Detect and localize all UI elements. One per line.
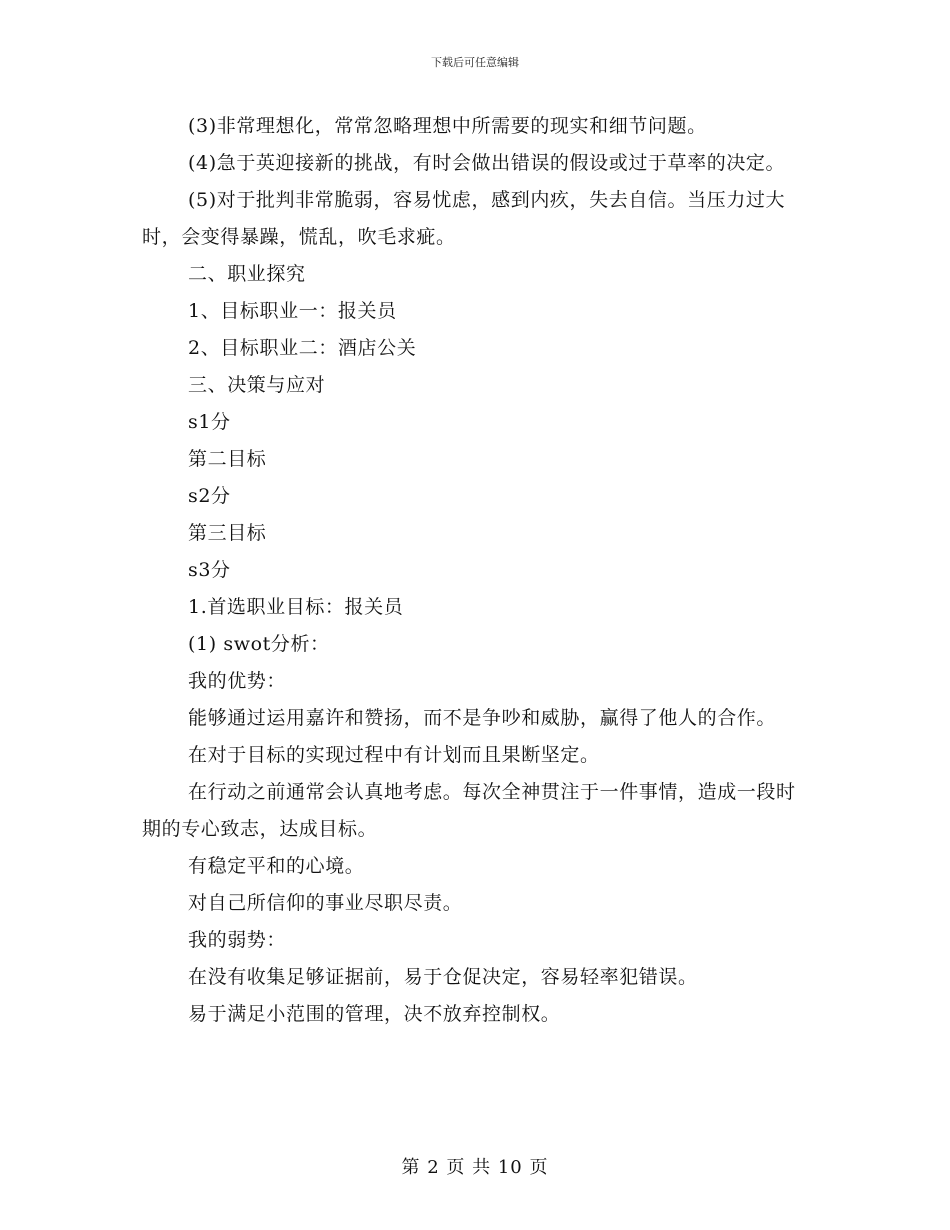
paragraph: 第三目标: [188, 522, 267, 544]
paragraph: 第二目标: [188, 448, 267, 470]
paragraph: (5)对于批判非常脆弱，容易忧虑，感到内疚，失去自信。当压力过大时，会变得暴躁，慌乱，吹毛求疵。: [142, 189, 786, 248]
paragraph: 易于满足小范围的管理，决不放弃控制权。: [188, 1003, 561, 1025]
paragraph: 2、目标职业二：酒店公关: [188, 337, 417, 359]
paragraph: (1) swot分析：: [188, 633, 330, 655]
section-heading: 二、职业探究: [188, 263, 306, 285]
document-body: [142, 108, 808, 1033]
paragraph: (3)非常理想化，常常忽略理想中所需要的现实和细节问题。: [188, 115, 707, 137]
paragraph: s2分: [188, 485, 231, 507]
page-footer: 第 2 页 共 10 页: [401, 1157, 549, 1178]
paragraph: 1、目标职业一：报关员: [188, 300, 397, 322]
paragraph: 在行动之前通常会认真地考虑。每次全神贯注于一件事情，造成一段时期的专心致志，达成目标。: [142, 781, 796, 840]
paragraph: 能够通过运用嘉许和赞扬，而不是争吵和威胁，赢得了他人的合作。: [188, 707, 777, 729]
paragraph: 我的弱势：: [188, 929, 287, 951]
paragraph: 在对于目标的实现过程中有计划而且果断坚定。: [188, 744, 600, 766]
section-heading: 三、决策与应对: [188, 374, 326, 396]
page-header: 下载后可任意编辑: [431, 56, 519, 69]
paragraph: s1分: [188, 411, 231, 433]
paragraph: 有稳定平和的心境。: [188, 855, 365, 877]
paragraph: 对自己所信仰的事业尽职尽责。: [188, 892, 463, 914]
paragraph: 在没有收集足够证据前，易于仓促决定，容易轻率犯错误。: [188, 966, 698, 988]
paragraph: 我的优势：: [188, 670, 287, 692]
paragraph: (4)急于英迎接新的挑战，有时会做出错误的假设或过于草率的决定。: [188, 152, 786, 174]
paragraph: s3分: [188, 559, 231, 581]
paragraph: 1.首选职业目标：报关员: [188, 596, 404, 618]
